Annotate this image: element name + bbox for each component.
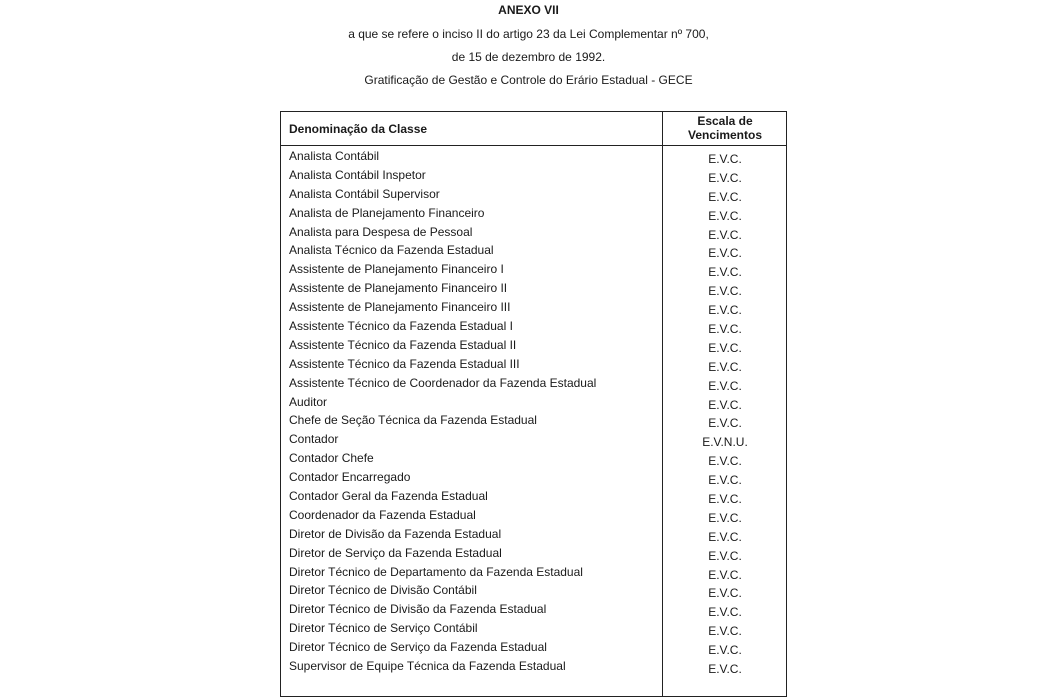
salary-scale-cell: E.V.C.: [708, 378, 742, 393]
salary-scale-cell: E.V.C.: [708, 265, 742, 280]
class-name-cell: Contador Geral da Fazenda Estadual: [289, 489, 488, 504]
class-name-cell: Diretor Técnico de Divisão da Fazenda Estadual: [289, 602, 547, 617]
salary-scale-cell: E.V.C.: [708, 662, 742, 677]
class-name-cell: Analista Contábil Inspetor: [289, 167, 426, 182]
class-name-cell: Analista Técnico da Fazenda Estadual: [289, 243, 494, 258]
table-row: [281, 261, 786, 280]
class-name-cell: Supervisor de Equipe Técnica da Fazenda Estadual: [289, 659, 566, 674]
class-name-cell: Assistente Técnico da Fazenda Estadual III: [289, 356, 520, 371]
column-header-scale-line2: Vencimentos: [687, 128, 763, 142]
table-row: [281, 299, 786, 318]
column-header-class: Denominação da Classe: [289, 122, 428, 136]
salary-scale-cell: E.V.C.: [708, 303, 742, 318]
salary-scale-cell: E.V.C.: [708, 152, 742, 166]
salary-scale-cell: E.V.C.: [708, 567, 742, 582]
law-date-line: de 15 de dezembro de 1992.: [451, 50, 606, 64]
salary-scale-cell: E.V.C.: [708, 529, 742, 544]
salary-scale-cell: E.V.C.: [708, 284, 742, 299]
class-name-cell: Auditor: [289, 394, 328, 409]
table-row: [281, 412, 786, 431]
table-row: [281, 431, 786, 450]
salary-scale-cell: E.V.C.: [708, 624, 742, 639]
class-name-cell: Diretor Técnico de Divisão Contábil: [289, 583, 477, 598]
table-row: [281, 620, 786, 639]
salary-scale-cell: E.V.C.: [708, 322, 742, 337]
class-name-cell: Diretor de Divisão da Fazenda Estadual: [289, 526, 502, 541]
salary-scale-cell: E.V.C.: [708, 643, 742, 658]
salary-scale-cell: E.V.C.: [708, 340, 742, 355]
class-name-cell: Assistente de Planejamento Financeiro III: [289, 300, 511, 315]
column-header-scale: [663, 114, 787, 142]
table-row: [281, 224, 786, 243]
annex-title: ANEXO VII: [498, 3, 559, 17]
table-row: [281, 148, 786, 167]
gratification-title: Gratificação de Gestão e Controle do Erário Estadual - GECE: [364, 73, 693, 87]
class-name-cell: Assistente de Planejamento Financeiro I: [289, 262, 504, 277]
table-row: [281, 469, 786, 488]
class-name-cell: Analista para Despesa de Pessoal: [289, 224, 473, 239]
table-row: [281, 205, 786, 224]
table-row: [281, 186, 786, 205]
class-name-cell: Assistente Técnico de Coordenador da Fazenda Estadual: [289, 375, 597, 390]
class-name-cell: Diretor Técnico de Serviço da Fazenda Estadual: [289, 640, 547, 655]
table-row: [281, 526, 786, 545]
class-name-cell: Chefe de Seção Técnica da Fazenda Estadual: [289, 413, 537, 428]
class-name-cell: Analista Contábil Supervisor: [289, 186, 440, 201]
column-header-scale-line1: Escala de: [697, 114, 753, 128]
table-row: [281, 658, 786, 677]
table-row: [281, 242, 786, 261]
salary-scale-cell: E.V.C.: [708, 170, 742, 185]
salary-scale-cell: E.V.C.: [708, 492, 742, 507]
header-divider: [281, 145, 786, 146]
class-name-cell: Coordenador da Fazenda Estadual: [289, 507, 476, 522]
table-row: [281, 601, 786, 620]
table-row: [281, 394, 786, 413]
table-row: [281, 488, 786, 507]
salary-scale-cell: E.V.C.: [708, 359, 742, 374]
salary-scale-cell: E.V.C.: [708, 227, 742, 242]
table-row: [281, 507, 786, 526]
salary-scale-cell: E.V.C.: [708, 208, 742, 223]
class-name-cell: Diretor de Serviço da Fazenda Estadual: [289, 545, 502, 560]
table-row: [281, 318, 786, 337]
class-name-cell: Assistente Técnico da Fazenda Estadual II: [289, 337, 517, 352]
table-row: [281, 564, 786, 583]
table-row: [281, 450, 786, 469]
class-name-cell: Contador Chefe: [289, 451, 374, 466]
table-row: [281, 639, 786, 658]
salary-scale-cell: E.V.C.: [708, 397, 742, 412]
table-row: [281, 545, 786, 564]
salary-scale-cell: E.V.C.: [708, 189, 742, 204]
classes-table: [280, 111, 787, 697]
class-name-cell: Analista de Planejamento Financeiro: [289, 205, 485, 220]
salary-scale-cell: E.V.C.: [708, 246, 742, 261]
table-row: [281, 337, 786, 356]
table-row: [281, 280, 786, 299]
salary-scale-cell: E.V.C.: [708, 454, 742, 469]
table-row: [281, 375, 786, 394]
class-name-cell: Diretor Técnico de Departamento da Fazenda Estadual: [289, 564, 583, 579]
salary-scale-cell: E.V.C.: [708, 548, 742, 563]
salary-scale-cell: E.V.C.: [708, 473, 742, 488]
salary-scale-cell: E.V.N.U.: [702, 435, 748, 450]
table-row: [281, 167, 786, 186]
salary-scale-cell: E.V.C.: [708, 586, 742, 601]
salary-scale-cell: E.V.C.: [708, 416, 742, 431]
class-name-cell: Analista Contábil: [289, 149, 380, 163]
salary-scale-cell: E.V.C.: [708, 510, 742, 525]
table-body: [281, 148, 786, 677]
class-name-cell: Diretor Técnico de Serviço Contábil: [289, 621, 478, 636]
salary-scale-cell: E.V.C.: [708, 605, 742, 620]
class-name-cell: Assistente Técnico da Fazenda Estadual I: [289, 319, 513, 334]
class-name-cell: Contador: [289, 432, 339, 447]
class-name-cell: Contador Encarregado: [289, 470, 411, 485]
class-name-cell: Assistente de Planejamento Financeiro II: [289, 281, 508, 296]
table-row: [281, 356, 786, 375]
table-row: [281, 582, 786, 601]
law-reference-line: a que se refere o inciso II do artigo 23 da Lei Complementar nº 700,: [348, 27, 709, 41]
